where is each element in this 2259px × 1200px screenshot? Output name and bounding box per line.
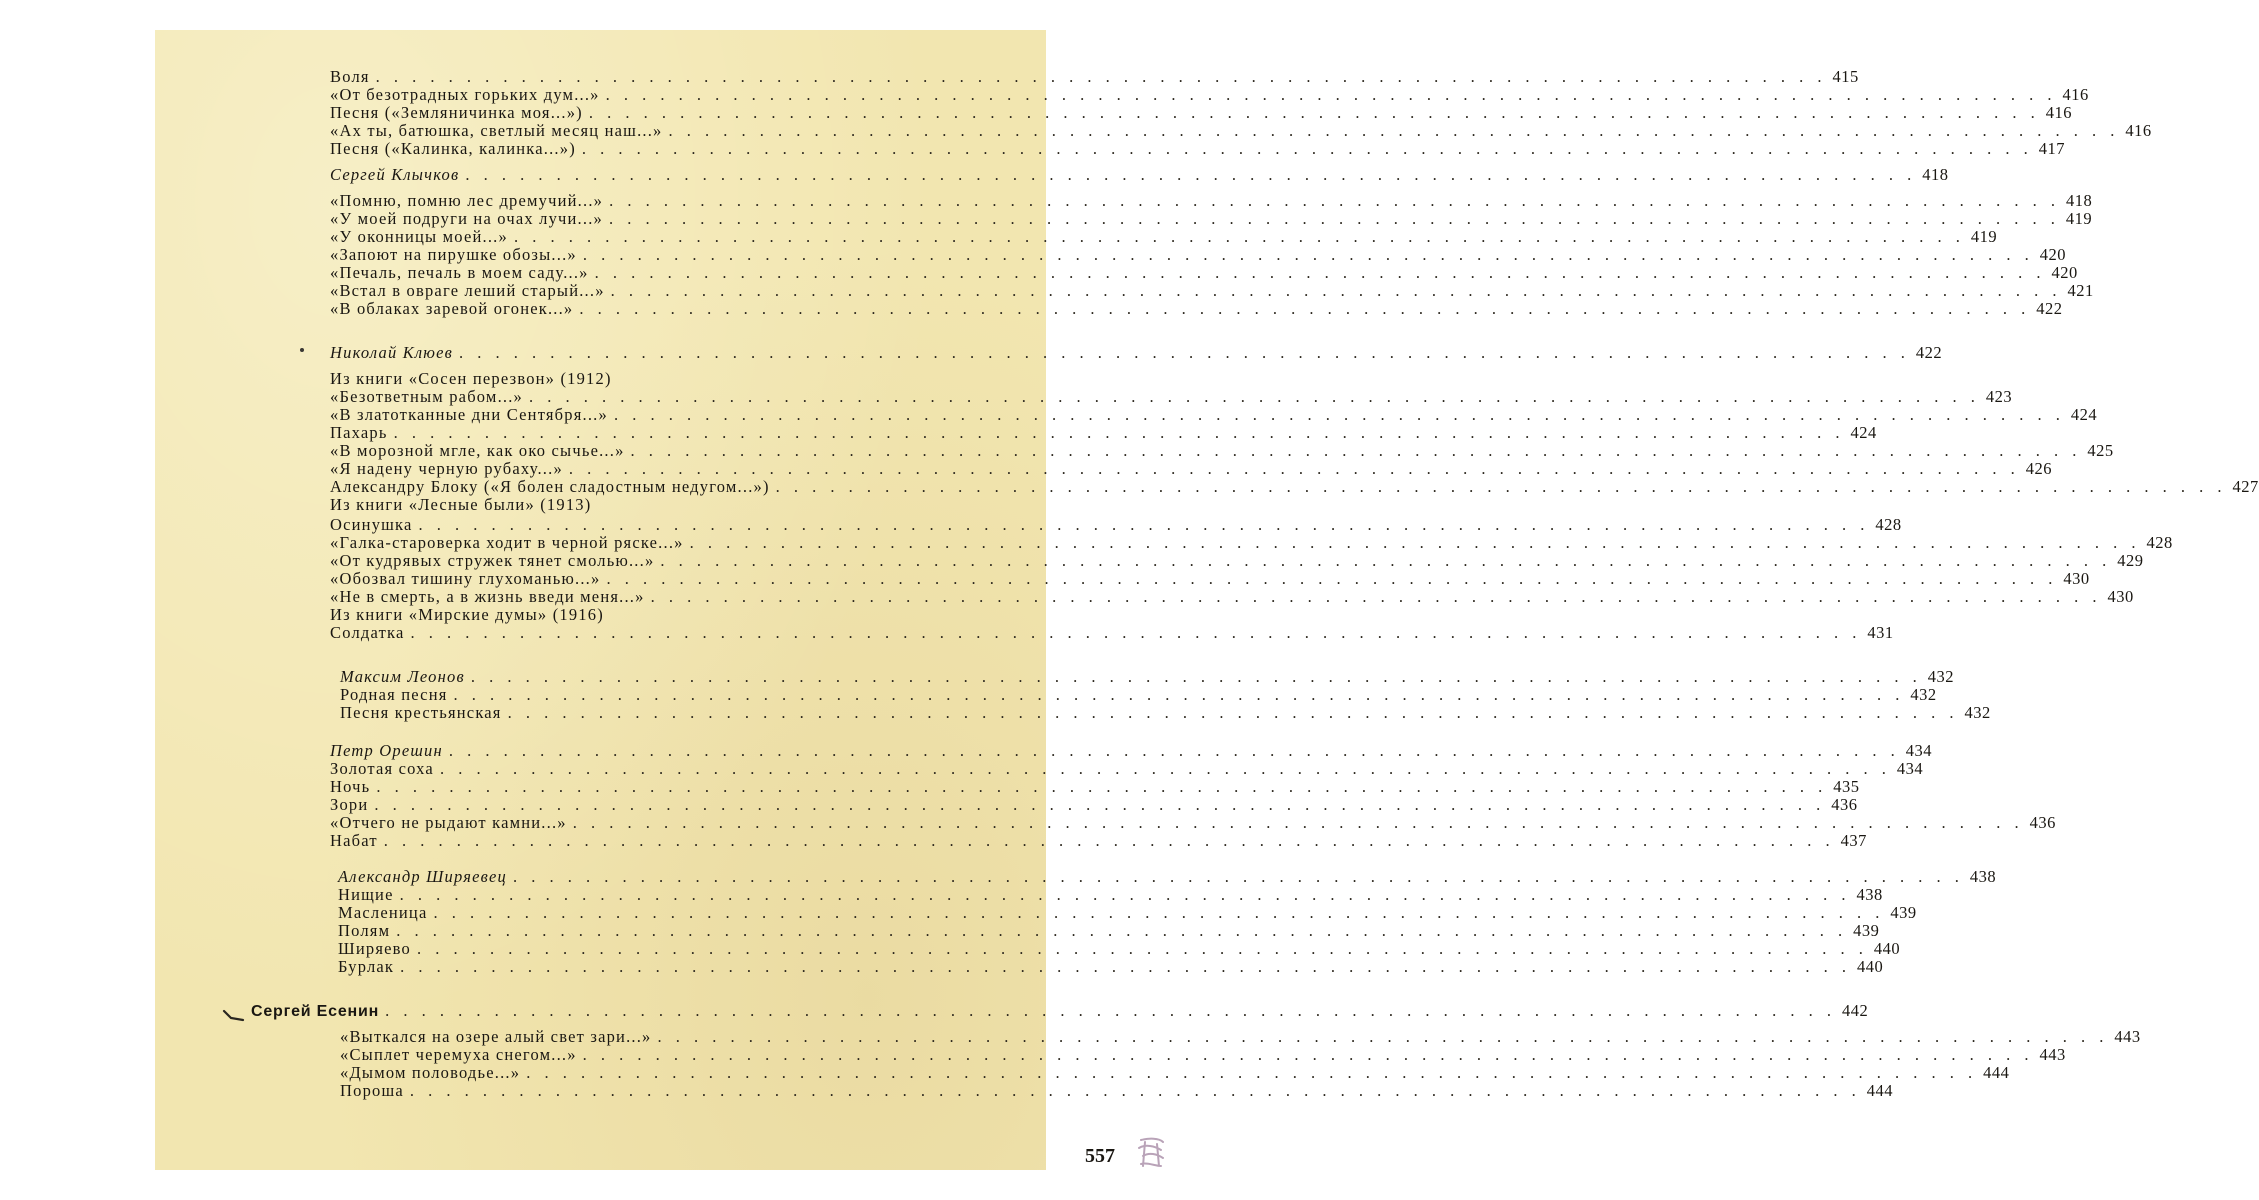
toc-entry-title: «В златотканные дни Сентября...»: [330, 405, 608, 424]
toc-entry: [330, 263, 2078, 283]
toc-entry: [330, 777, 1860, 797]
toc-entry: [330, 139, 2066, 159]
leader-dots: . . . . . . . . . . . . . . . . . . . . . . . . . . . . . . . . . . . . . . . . . . . . . . . . . . . . . . . . . . . . . . . . . . . . . . . . . . . . . . . .: [613, 405, 2065, 424]
toc-entry-title: Сергей Есенин: [251, 1003, 380, 1020]
toc-entry: [330, 759, 1924, 779]
toc-entry: [330, 85, 2089, 105]
toc-entry-title: Петр Орешин: [330, 741, 443, 760]
toc-entry-title: «Не в смерть, а в жизнь введи меня...»: [330, 587, 645, 606]
toc-entry-title: Родная песня: [340, 685, 448, 704]
toc-entry: [330, 387, 2013, 407]
toc-entry: [330, 369, 911, 389]
toc-entry-title: «Безответным рабом...»: [330, 387, 523, 406]
toc-entry-page: 425: [2087, 441, 2114, 460]
toc-entry-title: «Сыплет черемуха снегом...»: [340, 1045, 577, 1064]
toc-entry-title: Пороша: [340, 1081, 404, 1100]
toc-entry-page: 420: [2051, 263, 2078, 282]
toc-entry-title: «Выткался на озере алый свет зари...»: [340, 1027, 652, 1046]
toc-entry-title: Полям: [338, 921, 391, 940]
leader-dots: . . . . . . . . . . . . . . . . . . . . . . . . . . . . . . . . . . . . . . . . . . . . . . . . . . . . . . . . . . . . . . . . . . . . . . . . . . . . . . . .: [606, 569, 2058, 588]
toc-entry-title: Пахарь: [330, 423, 388, 442]
toc-entry: [330, 423, 1877, 443]
leader-dots: . . . . . . . . . . . . . . . . . . . . . . . . . . . . . . . . . . . . . . . . . . . . . . . . . . . . . . . . . . . . . . . . . . . . . . . . . . . . . . . .: [376, 777, 1828, 796]
toc-entry-page: 439: [1890, 903, 1917, 922]
toc-entry-title: «Помню, помню лес дремучий...»: [330, 191, 604, 210]
leader-dots: . . . . . . . . . . . . . . . . . . . . . . . . . . . . . . . . . . . . . . . . . . . . . . . . . . . . . . . . . . . . . . . . . . . . . . . . . . . . . . . .: [668, 121, 2120, 140]
toc-entry-title: Александру Блоку («Я болен сладостным недугом...»): [330, 477, 770, 496]
toc-author-entry: [340, 667, 1954, 687]
toc-author-entry: [330, 165, 1949, 185]
toc-entry: [330, 831, 1867, 851]
toc-entry-title: Масленица: [338, 903, 428, 922]
toc-entry-page: 416: [2045, 103, 2072, 122]
toc-author-entry: [251, 1001, 1869, 1022]
toc-entry-page: 436: [2029, 813, 2056, 832]
toc-entry: [330, 495, 911, 515]
leader-dots: . . . . . . . . . . . . . . . . . . . . . . . . . . . . . . . . . . . . . . . . . . . . . . . . . . . . . . . . . . . . . . . . . . . . . . . . . . . . . . . .: [610, 281, 2062, 300]
toc-entry: [338, 903, 1917, 923]
toc-entry-page: 440: [1873, 939, 1901, 958]
toc-entry: [330, 121, 2152, 141]
toc-entry-page: 418: [1922, 165, 1949, 184]
leader-dots: . . . . . . . . . . . . . . . . . . . . . . . . . . . . . . . . . . . . . . . . . . . . . . . . . . . . . . . . . . . . . . . . . . . . . . . . . . . . . . . .: [433, 903, 1885, 922]
leader-dots: . . . . . . . . . . . . . . . . . . . . . . . . . . . . . . . . . . . . . . . . . . . . . . . . . . . . . . . . . . . . . . . . . . . . . . . . . . . . . . . .: [453, 685, 1905, 704]
toc-entry-page: 424: [2070, 405, 2098, 424]
toc-entry: [330, 191, 2093, 211]
leader-dots: . . . . . . . . . . . . . . . . . . . . . . . . . . . . . . . . . . . . . . . . . . . . . . . . . . . . . . . . . . . . . . . . . . . . . . . . . . . . . . . .: [568, 459, 2020, 478]
toc-entry-title: «Ах ты, батюшка, светлый месяц наш...»: [330, 121, 663, 140]
toc-entry-title: Ширяево: [338, 939, 411, 958]
toc-entry-title: «От кудрявых стружек тянет смолью...»: [330, 551, 655, 570]
toc-entry-page: 416: [2125, 121, 2152, 140]
leader-dots: . . . . . . . . . . . . . . . . . . . . . . . . . . . . . . . . . . . . . . . . . . . . . . . . . . . . . . . . . . . . . . . . . . . . . . . . . . . . . . . .: [459, 343, 1910, 362]
toc-entry-title: Зори: [330, 795, 369, 814]
toc-entry-page: 417: [2038, 139, 2066, 158]
toc-entry-page: 443: [2114, 1027, 2141, 1046]
toc-entry: [338, 885, 1883, 905]
leader-dots: . . . . . . . . . . . . . . . . . . . . . . . . . . . . . . . . . . . . . . . . . . . . . . . . . . . . . . . . . . . . . . . . . . . . . . . . . . . . . . . .: [470, 667, 1922, 686]
leader-dots: . . . . . . . . . . . . . . . . . . . . . . . . . . . . . . . . . . . . . . . . . . . . . . . . . . . . . . . . . . . . . . . . . . . . . . . . . . . . . . . .: [775, 477, 2227, 496]
leader-dots: . . . . . . . . . . . . . . . . . . . . . . . . . . . . . . . . . . . . . . . . . . . . . . . . . . . . . . . . . . . . . . . . . . . . . . . . . . . . . . . .: [609, 191, 2060, 210]
toc-entry-page: 428: [2146, 533, 2173, 552]
toc-entry-title: Из книги «Лесные были» (1913): [330, 495, 592, 514]
toc-entry: [330, 515, 1902, 535]
toc-entry-title: Песня крестьянская: [340, 703, 502, 722]
toc-entry-title: Песня («Земляничинка моя...»): [330, 103, 583, 122]
toc-entry-title: «Запоют на пирушке обозы...»: [330, 245, 577, 264]
toc-entry-page: 434: [1905, 741, 1933, 760]
toc-entry-page: 432: [1910, 685, 1937, 704]
toc-entry: [330, 623, 1894, 643]
toc-entry-page: 422: [1915, 343, 1943, 362]
toc-entry-title: «Дымом половодье...»: [340, 1063, 521, 1082]
leader-dots: . . . . . . . . . . . . . . . . . . . . . . . . . . . . . . . . . . . . . . . . . . . . . . . . . . . . . . . . . . . . . . . . . . . . . . . . . . . . . . . .: [385, 1001, 1836, 1020]
toc-entry: [340, 1027, 2141, 1047]
leader-dots: . . . . . . . . . . . . . . . . . . . . . . . . . . . . . . . . . . . . . . . . . . . . . . . . . . . . . . . . . . . . . . . . . . . . . . . . . . . . . . . .: [608, 209, 2060, 228]
toc-entry-title: Максим Леонов: [340, 667, 465, 686]
toc-entry-page: 438: [1969, 867, 1997, 886]
toc-entry: [330, 533, 2173, 553]
toc-entry-page: 439: [1853, 921, 1880, 940]
toc-entry-page: 419: [2065, 209, 2093, 228]
toc-entry-title: Ночь: [330, 777, 371, 796]
toc-entry: [330, 551, 2144, 571]
toc-entry-page: 421: [2067, 281, 2094, 300]
toc-entry-page: 436: [1831, 795, 1858, 814]
toc-author-entry: [338, 867, 1997, 887]
toc-entry: [330, 67, 1859, 87]
toc-entry-page: 434: [1896, 759, 1924, 778]
toc-entry: [330, 569, 2090, 589]
leader-dots: . . . . . . . . . . . . . . . . . . . . . . . . . . . . . . . . . . . . . . . . . . . . . . . . . . . . . . . . . . . . . . . . . . . . . . . . . . . . . . . .: [660, 551, 2112, 570]
toc-entry-page: 440: [1857, 957, 1884, 976]
leader-dots: . . . . . . . . . . . . . . . . . . . . . . . . . . . . . . . . . . . . . . . . . . . . . . . . . . . . . . . . . . . . . . . . . . . . . . . . . . . . . . . .: [416, 939, 1868, 958]
toc-entry-title: Николай Клюев: [330, 343, 453, 362]
toc-entry-title: «У оконницы моей...»: [330, 227, 508, 246]
leader-dots: . . . . . . . . . . . . . . . . . . . . . . . . . . . . . . . . . . . . . . . . . . . . . . . . . . . . . . . . . . . . . . . . . . . . . . . . . . . . . . . .: [465, 165, 1917, 184]
toc-entry-page: 422: [2036, 299, 2063, 318]
toc-entry-title: Александр Ширяевец: [338, 867, 507, 886]
toc-entry: [338, 939, 1901, 959]
leader-dots: . . . . . . . . . . . . . . . . . . . . . . . . . . . . . . . . . . . . . . . . . . . . . . . . . . . . . . . . . . . . . . . . . . . . . . . . . . . . . . . .: [581, 139, 2033, 158]
toc-entry-page: 415: [1832, 67, 1859, 86]
toc-entry-title: Солдатка: [330, 623, 405, 642]
leader-dots: . . . . . . . . . . . . . . . . . . . . . . . . . . . . . . . . . . . . . . . . . . . . . . . . . . . . . . . . . . . . . . . . . . . . . . . . . . . . . . . .: [448, 741, 1900, 760]
toc-author-entry: [330, 741, 1933, 761]
toc-entry-title: «В морозной мгле, как око сычье...»: [330, 441, 625, 460]
toc-entry: [330, 227, 1998, 247]
leader-dots: . . . . . . . . . . . . . . . . . . . . . . . . . . . . . . . . . . . . . . . . . . . . . . . . . . . . . . . . . . . . . . . . . . . . . . . . . . . . . . . .: [396, 921, 1848, 940]
leader-dots: . . . . . . . . . . . . . . . . . . . . . . . . . . . . . . . . . . . . . . . . . . . . . . . . . . . . . . . . . . . . . . . . . . . . . . . . . . . . . . . .: [383, 831, 1835, 850]
toc-entry-title: «Галка-староверка ходит в черной ряске...»: [330, 533, 684, 552]
leader-dots: . . . . . . . . . . . . . . . . . . . . . . . . . . . . . . . . . . . . . . . . . . . . . . . . . . . . . . . . . . . . . . . . . . . . . . . . . . . . . . . .: [588, 103, 2040, 122]
toc-entry: [340, 1081, 1894, 1101]
toc-entry: [330, 795, 1858, 815]
toc-entry: [330, 281, 2094, 301]
page-number: 557: [1085, 1145, 1115, 1167]
toc-entry-title: Осинушка: [330, 515, 413, 534]
toc-entry: [338, 921, 1880, 941]
leader-dots: . . . . . . . . . . . . . . . . . . . . . . . . . . . . . . . . . . . . . . . . . . . . . . . . . . . . . . . . . . . . . . . . . . . . . . . . . . . . . . . .: [374, 795, 1826, 814]
toc-entry: [340, 1063, 2010, 1083]
toc-entry-page: 431: [1867, 623, 1894, 642]
toc-entry: [330, 813, 2056, 833]
toc-entry-page: 442: [1841, 1001, 1869, 1020]
leader-dots: . . . . . . . . . . . . . . . . . . . . . . . . . . . . . . . . . . . . . . . . . . . . . . . . . . . . . . . . . . . . . . . . . . . . . . . . . . . . . . . .: [399, 885, 1851, 904]
toc-entry-page: 424: [1850, 423, 1877, 442]
toc-entry-page: 419: [1970, 227, 1998, 246]
leader-dots: . . . . . . . . . . . . . . . . . . . . . . . . . . . . . . . . . . . . . . . . . . . . . . . . . . . . . . . . . . . . . . . . . . . . . . . . . . . . . . . .: [594, 263, 2046, 282]
pencil-check-mark: [223, 1008, 245, 1022]
toc-entry-page: 416: [2062, 85, 2089, 104]
leader-dots: . . . . . . . . . . . . . . . . . . . . . . . . . . . . . . . . . . . . . . . . . . . . . . . . . . . . . . . . . . . . . . . . . . . . . . . . . . . . . . . .: [657, 1027, 2109, 1046]
library-stamp-mark: [1135, 1136, 1167, 1170]
leader-dots: . . . . . . . . . . . . . . . . . . . . . . . . . . . . . . . . . . . . . . . . . . . . . . . . . . . . . . . . . . . . . . . . . . . . . . . . . . . . . . . .: [582, 1045, 2034, 1064]
toc-entry-title: Набат: [330, 831, 378, 850]
toc-entry-page: 423: [1985, 387, 2013, 406]
toc-entry-page: 430: [2063, 569, 2090, 588]
toc-entry-page: 438: [1856, 885, 1883, 904]
toc-entry: [330, 245, 2066, 265]
toc-entry-title: «Печаль, печаль в моем саду...»: [330, 263, 589, 282]
leader-dots: . . . . . . . . . . . . . . . . . . . . . . . . . . . . . . . . . . . . . . . . . . . . . . . . . . . . . . . . . . . . . . . . . . . . . . . . . . . . . . . .: [650, 587, 2102, 606]
toc-entry: [340, 685, 1937, 705]
toc-entry-page: 443: [2039, 1045, 2066, 1064]
toc-entry: [340, 1045, 2066, 1065]
toc-entry-title: «Встал в овраге леший старый...»: [330, 281, 605, 300]
toc-entry: [330, 587, 2134, 607]
toc-entry: [330, 405, 2098, 425]
toc-entry: [330, 299, 2063, 319]
toc-entry-page: 429: [2117, 551, 2144, 570]
toc-entry-page: 428: [1875, 515, 1902, 534]
toc-entry-page: 418: [2065, 191, 2093, 210]
toc-entry: [330, 103, 2072, 123]
toc-entry-title: «Отчего не рыдают камни...»: [330, 813, 567, 832]
toc-entry-title: «Обозвал тишину глухоманью...»: [330, 569, 601, 588]
leader-dots: . . . . . . . . . . . . . . . . . . . . . . . . . . . . . . . . . . . . . . . . . . . . . . . . . . . . . . . . . . . . . . . . . . . . . . . . . . . . . . . .: [513, 227, 1965, 246]
toc-entry-page: 420: [2039, 245, 2066, 264]
toc-entry-page: 432: [1964, 703, 1991, 722]
toc-entry-title: «Я надену черную рубаху...»: [330, 459, 563, 478]
leader-dots: . . . . . . . . . . . . . . . . . . . . . . . . . . . . . . . . . . . . . . . . . . . . . . . . . . . . . . . . . . . . . . . . . . . . . . . . . . . . . . . .: [526, 1063, 1978, 1082]
leader-dots: . . . . . . . . . . . . . . . . . . . . . . . . . . . . . . . . . . . . . . . . . . . . . . . . . . . . . . . . . . . . . . . . . . . . . . . . . . . . . . . .: [418, 515, 1870, 534]
leader-dots: . . . . . . . . . . . . . . . . . . . . . . . . . . . . . . . . . . . . . . . . . . . . . . . . . . . . . . . . . . . . . . . . . . . . . . . . . . . . . . . .: [579, 299, 2031, 318]
toc-entry-page: 430: [2107, 587, 2134, 606]
toc-entry-title: Воля: [330, 67, 370, 86]
toc-entry: [330, 459, 2053, 479]
leader-dots: . . . . . . . . . . . . . . . . . . . . . . . . . . . . . . . . . . . . . . . . . . . . . . . . . . . . . . . . . . . . . . . . . . . . . . . . . . . . . . . .: [689, 533, 2141, 552]
toc-entry-title: «От безотрадных горьких дум...»: [330, 85, 600, 104]
leader-dots: . . . . . . . . . . . . . . . . . . . . . . . . . . . . . . . . . . . . . . . . . . . . . . . . . . . . . . . . . . . . . . . . . . . . . . . . . . . . . . . .: [400, 957, 1851, 976]
toc-entry: [330, 477, 2259, 497]
toc-entry: [340, 703, 1991, 723]
toc-entry-title: Сергей Клычков: [330, 165, 460, 184]
toc-entry-title: Из книги «Мирские думы» (1916): [330, 605, 604, 624]
leader-dots: . . . . . . . . . . . . . . . . . . . . . . . . . . . . . . . . . . . . . . . . . . . . . . . . . . . . . . . . . . . . . . . . . . . . . . . . . . . . . . . .: [512, 867, 1964, 886]
toc-entry: [330, 605, 911, 625]
toc-entry-page: 427: [2232, 477, 2259, 496]
leader-dots: . . . . . . . . . . . . . . . . . . . . . . . . . . . . . . . . . . . . . . . . . . . . . . . . . . . . . . . . . . . . . . . . . . . . . . . . . . . . . . . .: [439, 759, 1891, 778]
toc-entry-title: Бурлак: [338, 957, 395, 976]
toc-author-entry: [330, 343, 1943, 363]
leader-dots: . . . . . . . . . . . . . . . . . . . . . . . . . . . . . . . . . . . . . . . . . . . . . . . . . . . . . . . . . . . . . . . . . . . . . . . . . . . . . . . .: [410, 623, 1862, 642]
toc-entry-title: Золотая соха: [330, 759, 434, 778]
leader-dots: . . . . . . . . . . . . . . . . . . . . . . . . . . . . . . . . . . . . . . . . . . . . . . . . . . . . . . . . . . . . . . . . . . . . . . . . . . . . . . . .: [507, 703, 1959, 722]
leader-dots: . . . . . . . . . . . . . . . . . . . . . . . . . . . . . . . . . . . . . . . . . . . . . . . . . . . . . . . . . . . . . . . . . . . . . . . . . . . . . . . .: [409, 1081, 1861, 1100]
leader-dots: . . . . . . . . . . . . . . . . . . . . . . . . . . . . . . . . . . . . . . . . . . . . . . . . . . . . . . . . . . . . . . . . . . . . . . . . . . . . . . . .: [572, 813, 2024, 832]
toc-entry-title: «У моей подруги на очах лучи...»: [330, 209, 603, 228]
leader-dots: . . . . . . . . . . . . . . . . . . . . . . . . . . . . . . . . . . . . . . . . . . . . . . . . . . . . . . . . . . . . . . . . . . . . . . . . . . . . . . . .: [582, 245, 2034, 264]
leader-dots: . . . . . . . . . . . . . . . . . . . . . . . . . . . . . . . . . . . . . . . . . . . . . . . . . . . . . . . . . . . . . . . . . . . . . . . . . . . . . . . .: [375, 67, 1827, 86]
toc-entry: [330, 441, 2114, 461]
leader-dots: . . . . . . . . . . . . . . . . . . . . . . . . . . . . . . . . . . . . . . . . . . . . . . . . . . . . . . . . . . . . . . . . . . . . . . . . . . . . . . . .: [630, 441, 2082, 460]
toc-entry-title: Из книги «Сосен перезвон» (1912): [330, 369, 612, 388]
toc-entry-page: 435: [1833, 777, 1860, 796]
leader-dots: . . . . . . . . . . . . . . . . . . . . . . . . . . . . . . . . . . . . . . . . . . . . . . . . . . . . . . . . . . . . . . . . . . . . . . . . . . . . . . . .: [393, 423, 1845, 442]
toc-entry-page: 432: [1927, 667, 1954, 686]
toc-entry-page: 444: [1866, 1081, 1894, 1100]
toc-entry: [330, 209, 2093, 229]
book-page: [155, 30, 2259, 1170]
toc-entry: [338, 957, 1884, 977]
toc-entry-page: 444: [1983, 1063, 2010, 1082]
leader-dots: . . . . . . . . . . . . . . . . . . . . . . . . . . . . . . . . . . . . . . . . . . . . . . . . . . . . . . . . . . . . . . . . . . . . . . . . . . . . . . . .: [605, 85, 2057, 104]
toc-entry-title: Нищие: [338, 885, 394, 904]
toc-entry-title: «В облаках заревой огонек...»: [330, 299, 574, 318]
leader-dots: . . . . . . . . . . . . . . . . . . . . . . . . . . . . . . . . . . . . . . . . . . . . . . . . . . . . . . . . . . . . . . . . . . . . . . . . . . . . . . . .: [529, 387, 1980, 406]
toc-entry-page: 426: [2025, 459, 2053, 478]
toc-entry-title: Песня («Калинка, калинка...»): [330, 139, 576, 158]
pencil-dot-mark: [300, 348, 304, 352]
toc-entry-page: 437: [1840, 831, 1867, 850]
